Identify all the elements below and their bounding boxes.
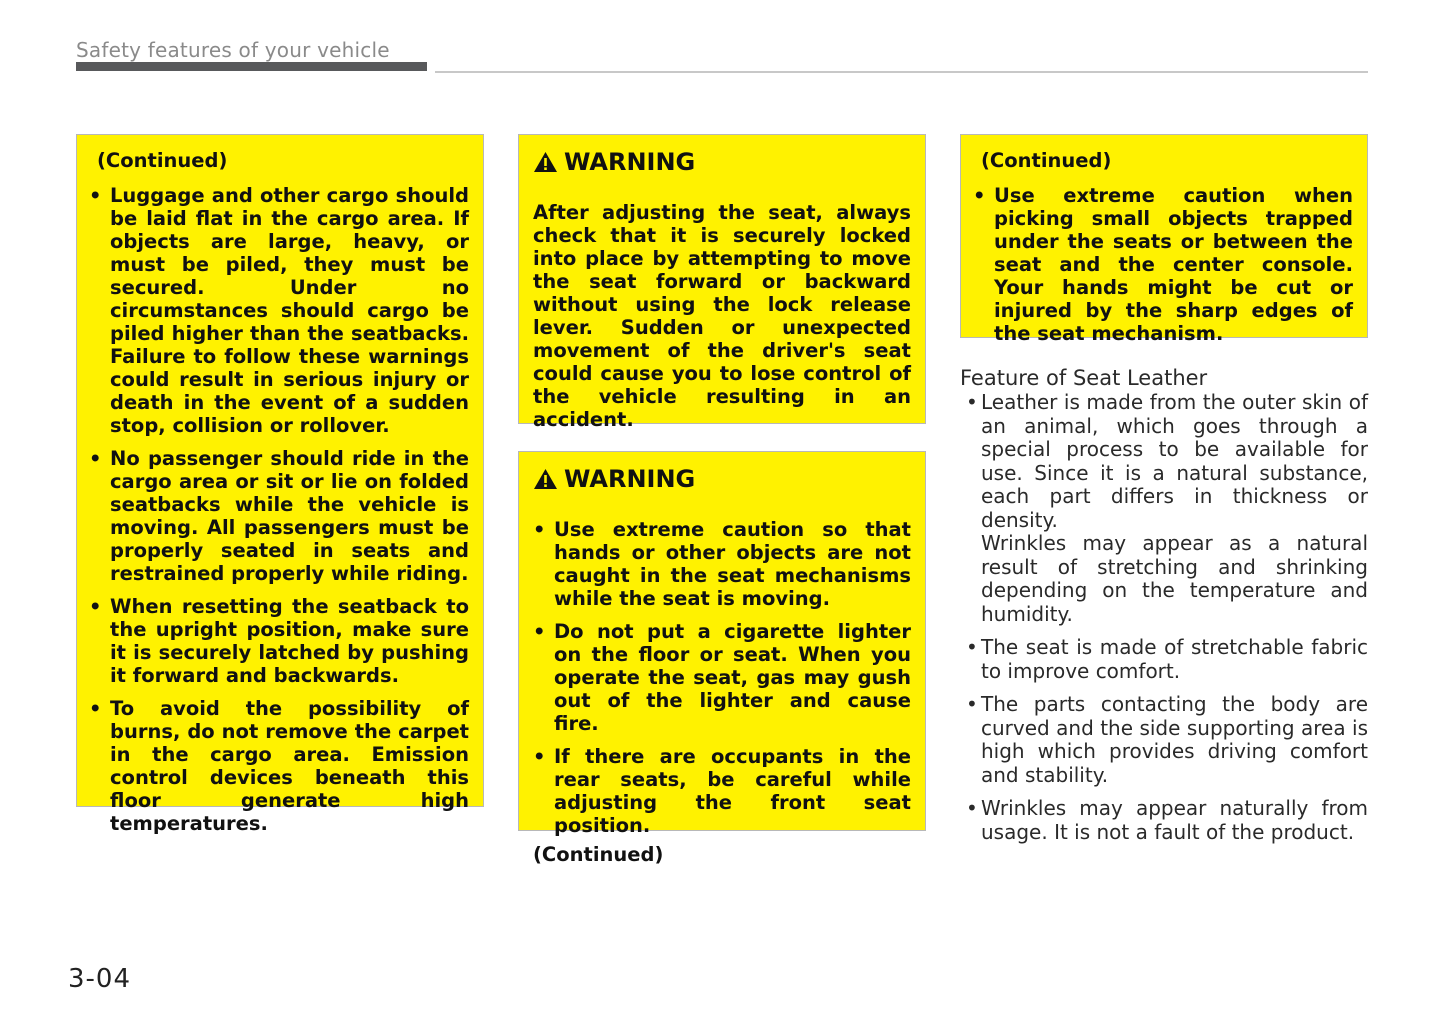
list-item [89, 595, 469, 687]
bullet: • [966, 390, 978, 414]
bullet: • [89, 697, 102, 720]
list-item-text: Use extreme caution when picking small objects trapped under the seats or between the seat and the center console. Your hands might be cut or injured by the sharp edges of the seat mechanism. [994, 184, 1353, 345]
list-item-text: Leather is made from the outer skin of an animal, which goes through a special process to be available for use. Since it is a natural substance, each part differs in thickness or density. [981, 390, 1368, 532]
list-item-text: Do not put a cigarette lighter on the floor or seat. When you operate the seat, gas may gush out of the lighter and cause fire. [554, 620, 911, 735]
bullet: • [966, 692, 978, 716]
warning-list [533, 518, 911, 837]
warning-list [89, 184, 469, 835]
header-rule [435, 71, 1368, 73]
bullet: • [533, 518, 546, 541]
warning-list [973, 184, 1353, 345]
section-heading: Feature of Seat Leather [960, 366, 1208, 390]
header-bar [76, 62, 427, 71]
bullet: • [966, 796, 978, 820]
list-item-text: The parts contacting the body are curved and the side supporting area is high which provides driving comfort and stability. [981, 692, 1368, 787]
warning-triangle-icon [533, 151, 558, 173]
list-item [960, 636, 1368, 683]
list-item [533, 620, 911, 735]
list-item-text: If there are occupants in the rear seats, be careful while adjusting the front seat position. [554, 745, 911, 837]
list-item [533, 745, 911, 837]
list-item-text: To avoid the possibility of burns, do not remove the carpet in the cargo area. Emission control devices beneath this floor generate high temperatures. [110, 697, 469, 835]
warning-heading [533, 465, 911, 493]
warning-body-text: After adjusting the seat, always check that it is securely locked into place by attempting to move the seat forward or backward without using the lock release lever. Sudden or unexpected movement of the driver's seat could cause you to lose control of the vehicle resulting in an accident. [533, 201, 911, 431]
continued-warning-box-right [960, 134, 1368, 345]
bullet: • [89, 184, 102, 207]
list-item-text: Use extreme caution so that hands or other objects are not caught in the seat mechanisms while the seat is moving. [554, 518, 911, 610]
bullet: • [973, 184, 986, 207]
warning-box-seat-mechanism [518, 451, 926, 866]
list-item [89, 447, 469, 585]
list-item-text: The seat is made of stretchable fabric to improve comfort. [981, 635, 1368, 683]
warning-heading-text: WARNING [564, 465, 696, 493]
list-item [89, 697, 469, 835]
bullet: • [89, 447, 102, 470]
warning-triangle-icon [533, 468, 558, 490]
bullet: • [533, 745, 546, 768]
bullet: • [533, 620, 546, 643]
list-item-text: Wrinkles may appear naturally from usage. It is not a fault of the product. [981, 796, 1368, 844]
continued-warning-box-left [76, 134, 484, 835]
bullet: • [89, 595, 102, 618]
list-item [533, 518, 911, 610]
list-item [960, 693, 1368, 787]
continued-label: (Continued) [981, 149, 1112, 172]
list-item [973, 184, 1353, 345]
section-title: Safety features of your vehicle [76, 38, 390, 62]
list-item [89, 184, 469, 437]
list-item-text: Wrinkles may appear as a natural result of stretching and shrinking depending on the temperature and humidity. [981, 531, 1368, 626]
list-item-text: When resetting the seatback to the upright position, make sure it is securely latched by pushing it forward and backwards. [110, 595, 469, 687]
list-item-text: No passenger should ride in the cargo area or sit or lie on folded seatbacks while the vehicle is moving. All passengers must be properly seated in seats and restrained properly while riding. [110, 447, 469, 585]
seat-leather-section [960, 366, 1368, 854]
list-item [960, 797, 1368, 844]
bullet: • [966, 635, 978, 659]
list-item [960, 391, 1368, 626]
warning-heading [533, 148, 911, 176]
continued-label: (Continued) [97, 149, 228, 172]
warning-box-seat-lock [518, 134, 926, 431]
leather-feature-list [960, 391, 1368, 844]
page-number: 3-04 [68, 964, 132, 994]
warning-heading-text: WARNING [564, 148, 696, 176]
list-item-text: Luggage and other cargo should be laid flat in the cargo area. If objects are large, heavy, or must be piled, they must be secured. Under no circumstances should cargo be piled higher than the seatbacks. Failure to follow these warnings could result in serious injury or death in the event of a sudden stop, collision or rollover. [110, 184, 469, 437]
continued-label: (Continued) [533, 843, 664, 866]
